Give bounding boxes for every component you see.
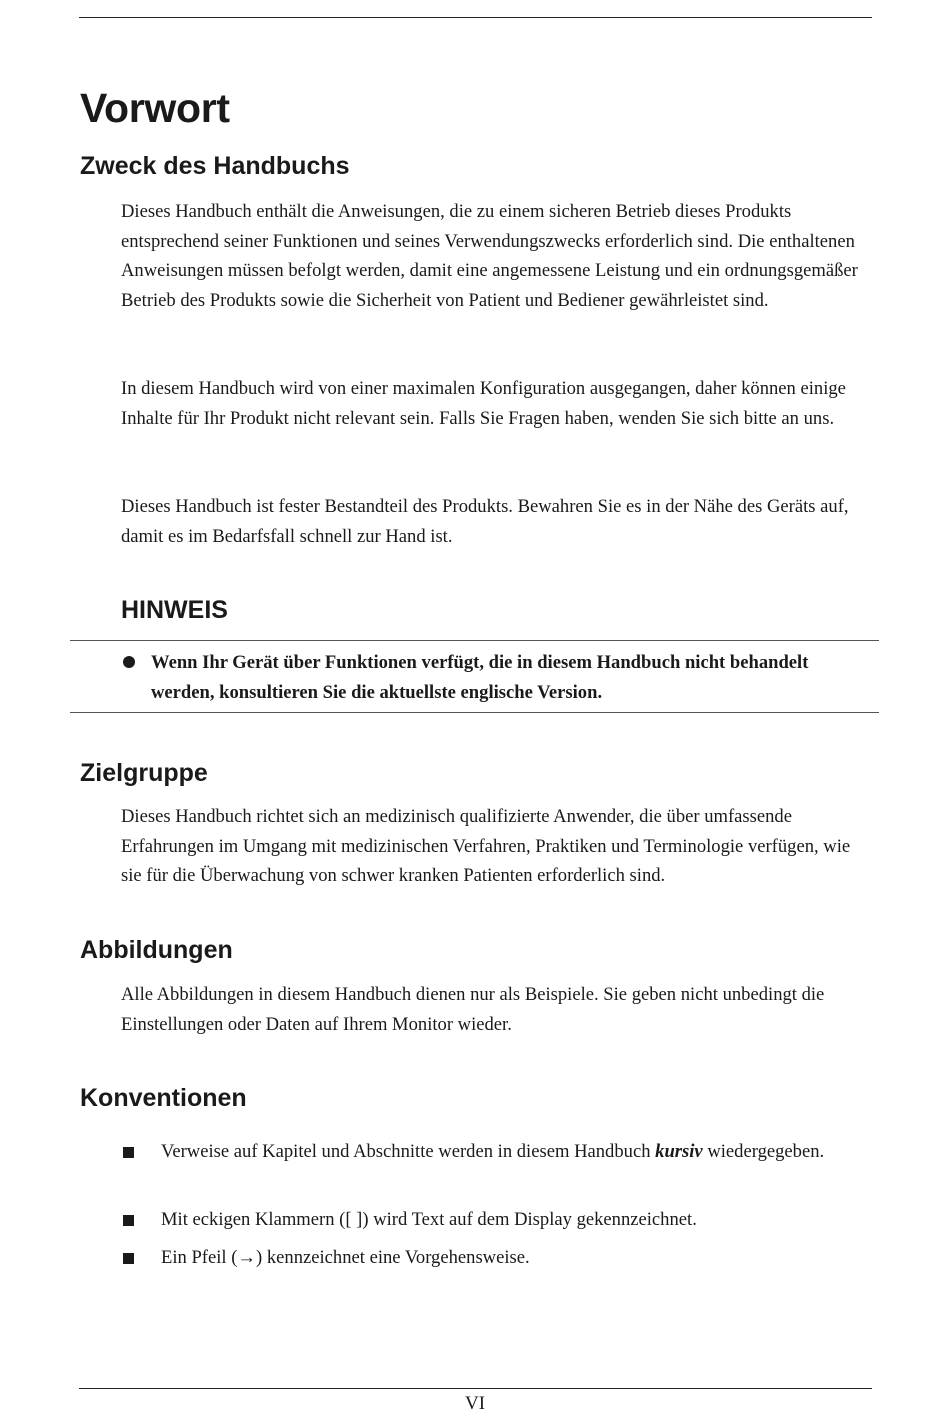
page-title: Vorwort: [80, 85, 230, 131]
convention-text-2: Mit eckigen Klammern ([ ]) wird Text auf dem Display gekennzeichnet.: [161, 1209, 697, 1230]
convention-text-3: Ein Pfeil (→) kennzeichnet eine Vorgehensweise.: [161, 1247, 530, 1268]
bullet-dot-icon: [123, 656, 135, 668]
heading-zielgruppe: Zielgruppe: [80, 759, 208, 787]
note-heading: HINWEIS: [121, 596, 228, 624]
footer-rule: [79, 1388, 872, 1389]
bullet-square-icon: [123, 1215, 134, 1226]
heading-zweck: Zweck des Handbuchs: [80, 152, 350, 180]
heading-konventionen: Konventionen: [80, 1084, 247, 1112]
note-bottom-rule: [70, 712, 879, 713]
paragraph-abbildungen: Alle Abbildungen in diesem Handbuch dienen nur als Beispiele. Sie geben nicht unbedingt die Einstellungen oder Daten auf Ihrem Monitor wieder.: [121, 984, 825, 1035]
header-rule: [79, 17, 872, 18]
bullet-square-icon: [123, 1147, 134, 1158]
convention-text-1: Verweise auf Kapitel und Abschnitte werden in diesem Handbuch kursiv wiedergegeben.: [161, 1141, 825, 1162]
paragraph-zweck-1: Dieses Handbuch enthält die Anweisungen, die zu einem sicheren Betrieb dieses Produkts entsprechend seiner Funktionen und seines Verwendungszwecks erforderlich sind. Die enthaltenen Anweisungen müssen befolgt werden, damit eine angemessene Leistung und ein ordnungsgemäßer Betrieb des Produkts sowie die Sicherheit von Patient und Bediener gewährleistet sind.: [121, 201, 858, 311]
paragraph-zweck-3: Dieses Handbuch ist fester Bestandteil des Produkts. Bewahren Sie es in der Nähe des Geräts auf, damit es im Bedarfsfall schnell zur Hand ist.: [121, 496, 849, 547]
heading-abbildungen: Abbildungen: [80, 936, 233, 964]
convention-emphasis: kursiv: [655, 1141, 703, 1162]
note-top-rule: [70, 640, 879, 641]
page-number: VI: [464, 1393, 486, 1414]
paragraph-zielgruppe: Dieses Handbuch richtet sich an medizinisch qualifizierte Anwender, die über umfassende Erfahrungen im Umgang mit medizinischen Verfahren, Praktiken und Terminologie verfügen, wie sie für die Überwachung von schwer kranken Patienten erforderlich sind.: [121, 806, 851, 886]
paragraph-zweck-2: In diesem Handbuch wird von einer maximalen Konfiguration ausgegangen, daher können einige Inhalte für Ihr Produkt nicht relevant sein. Falls Sie Fragen haben, wenden Sie sich bitte an uns.: [121, 378, 846, 429]
bullet-square-icon: [123, 1253, 134, 1264]
note-text: Wenn Ihr Gerät über Funktionen verfügt, die in diesem Handbuch nicht behandelt werden, konsultieren Sie die aktuellste englische Version.: [151, 652, 809, 703]
